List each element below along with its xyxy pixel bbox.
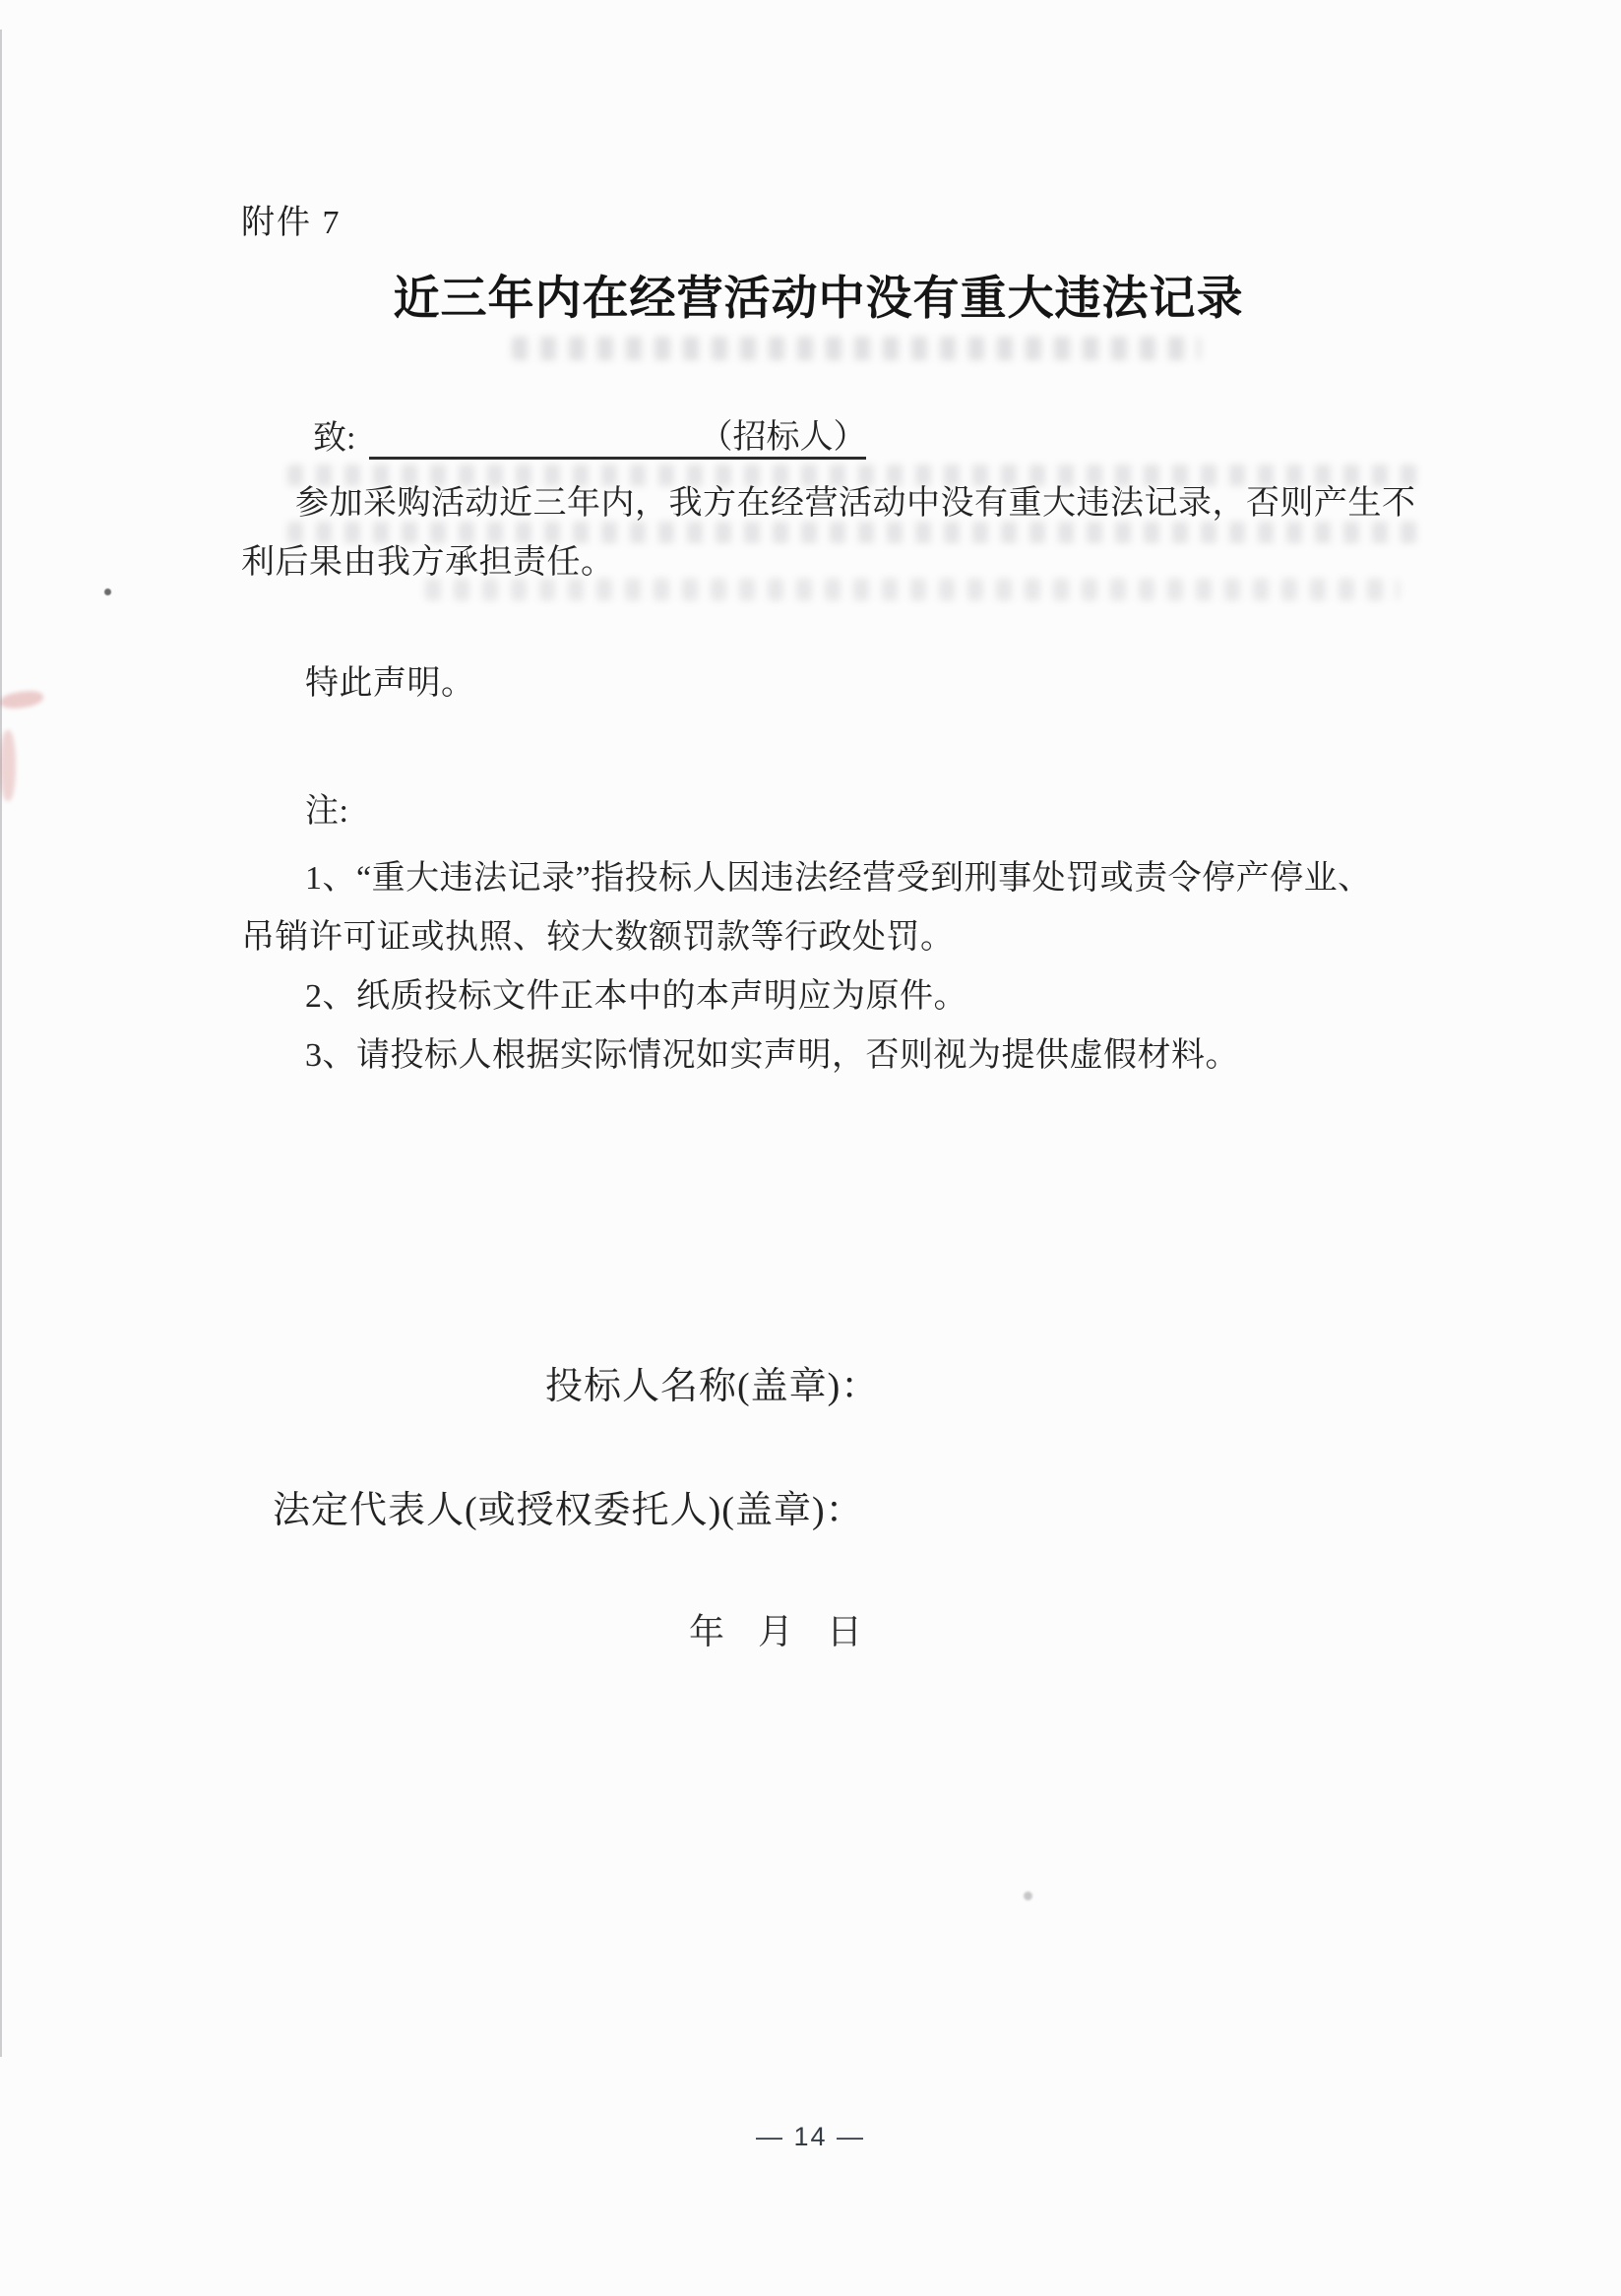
date-month-label: 月 bbox=[758, 1612, 794, 1651]
recipient-hint-label: （招标人） bbox=[699, 419, 867, 456]
page-number: — 14 — bbox=[755, 2122, 866, 2151]
attachment-number-label: 附件 7 bbox=[241, 205, 342, 241]
note-item-3: 3、请投标人根据实际情况如实声明，否则视为提供虚假材料。 bbox=[305, 1037, 1239, 1074]
declaration-paragraph-line-1: 参加采购活动近三年内，我方在经营活动中没有重大违法记录，否则产生不 bbox=[295, 485, 1416, 522]
bidder-name-seal-label: 投标人名称(盖章)： bbox=[545, 1366, 880, 1407]
ink-speck bbox=[1024, 1892, 1032, 1900]
salutation-prefix: 致: bbox=[313, 420, 356, 457]
declaration-paragraph-line-2: 利后果由我方承担责任。 bbox=[241, 544, 615, 581]
red-stamp-bleed-mark bbox=[0, 730, 16, 801]
red-stamp-bleed-mark bbox=[0, 689, 44, 711]
ink-speck bbox=[104, 589, 111, 595]
date-day-label: 日 bbox=[827, 1612, 863, 1651]
document-title: 近三年内在经营活动中没有重大违法记录 bbox=[393, 274, 1244, 325]
bleedthrough-artifact bbox=[287, 522, 1419, 543]
note-item-1-line-2: 吊销许可证或执照、较大数额罚款等行政处罚。 bbox=[241, 919, 955, 956]
note-item-1-line-1: 1、“重大违法记录”指投标人因违法经营受到刑事处罚或责令停产停业、 bbox=[305, 860, 1372, 897]
legal-representative-seal-label: 法定代表人(或授权委托人)(盖章)： bbox=[273, 1490, 864, 1531]
bleedthrough-artifact bbox=[287, 465, 1419, 486]
note-item-2: 2、纸质投标文件正本中的本声明应为原件。 bbox=[305, 978, 967, 1015]
date-year-label: 年 bbox=[689, 1612, 725, 1651]
recipient-blank-field bbox=[369, 421, 866, 460]
salutation-line bbox=[313, 421, 866, 460]
declaration-statement: 特此声明。 bbox=[305, 665, 475, 702]
notes-label: 注: bbox=[305, 793, 349, 830]
date-line bbox=[689, 1614, 862, 1649]
bleedthrough-artifact bbox=[425, 579, 1400, 600]
page-edge-scan-line bbox=[0, 30, 2, 2057]
bleedthrough-artifact bbox=[512, 337, 1201, 360]
